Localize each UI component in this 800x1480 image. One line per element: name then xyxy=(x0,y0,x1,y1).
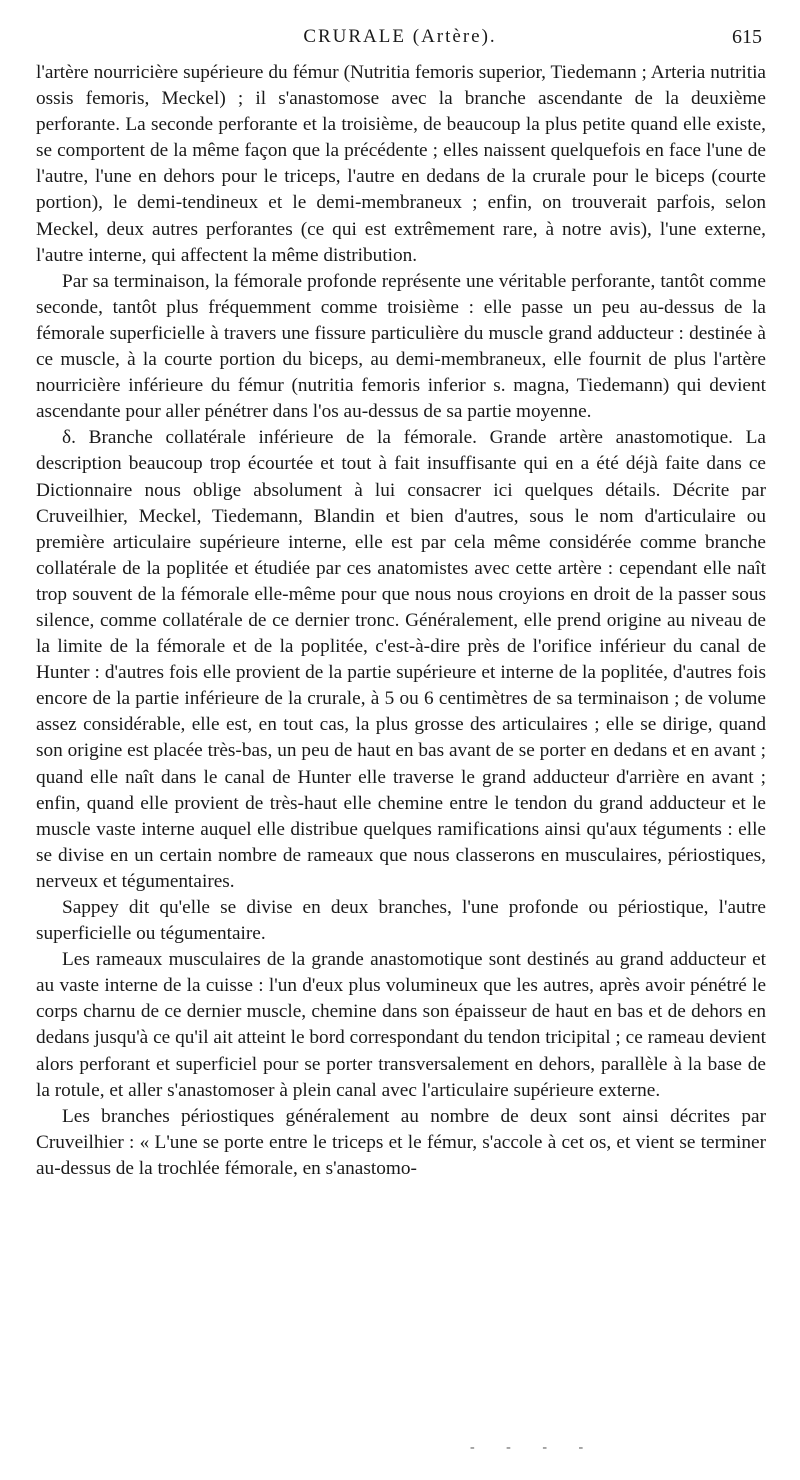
page-number: 615 xyxy=(732,26,762,48)
paragraph-6: Les branches périostiques généralement au nombre de deux sont ainsi décrites par Cruveilhier : « L'une se porte entre le triceps et le fémur, s'accole à cet os, et vient se terminer au-dessus de la trochlée fémorale, en s'anastomo- xyxy=(36,1105,766,1179)
paragraph-1: l'artère nourricière supérieure du fémur (Nutritia femoris superior, Tiedemann ; Arteria nutritia ossis femoris, Meckel) ; il s'anastomose avec la branche ascendante de la deuxième perforante. La seconde perforante et la troisième, de beaucoup la plus petite quand elle existe, se comportent de la même façon que la précédente ; elles naissent quelquefois en face l'une de l'autre, l'une en dehors pour le triceps, l'autre en dedans de la crurale pour le biceps (courte portion), le demi-tendineux et le demi-membraneux ; enfin, on trouverait parfois, selon Meckel, deux autres perforantes (ce qui est extrêmement rare, à notre avis), l'une externe, l'autre interne, qui affectent la même distribution. xyxy=(36,62,766,266)
paragraph-3: δ. Branche collatérale inférieure de la fémorale. Grande artère anastomotique. La description beaucoup trop écourtée et tout à fait insuffisante qui en a été déjà faite dans ce Dictionnaire nous oblige absolument à lui consacrer ici quelques détails. Décrite par Cruveilhier, Meckel, Tiedemann, Blandin et bien d'autres, sous le nom d'articulaire ou première articulaire supérieure interne, elle est par cela même considérée comme branche collatérale de la poplitée et étudiée par ces anatomistes avec cette artère : cependant elle naît trop souvent de la fémorale elle-même pour que nous nous croyions en droit de la passer sous silence, comme collatérale de ce dernier tronc. Généralement, elle prend origine au niveau de la limite de la fémorale et de la poplitée, c'est-à-dire près de l'orifice inférieur du canal de Hunter : d'autres fois elle provient de la partie supérieure et interne de la poplitée, d'autres fois encore de la partie inférieure de la crurale, à 5 ou 6 centimètres de sa terminaison ; de volume assez considérable, elle est, en tout cas, la plus grosse des articulaires ; elle se dirige, quand son origine est placée très-bas, un peu de haut en bas avant de se porter en dedans et en avant ; quand elle naît dans le canal de Hunter elle traverse le grand adducteur d'arrière en avant ; enfin, quand elle provient de très-haut elle chemine entre le tendon du grand adducteur et le muscle vaste interne auquel elle distribue quelques ramifications ainsi qu'aux téguments : elle se divise en un certain nombre de rameaux que nous classerons en musculaires, périostiques, nerveux et tégumentaires. xyxy=(36,427,766,892)
paragraph-4: Sappey dit qu'elle se divise en deux branches, l'une profonde ou périostique, l'autre superficielle ou tégumentaire. xyxy=(36,897,766,945)
page-header xyxy=(0,26,800,56)
paragraph-2: Par sa terminaison, la fémorale profonde représente une véritable perforante, tantôt comme seconde, tantôt plus fréquemment comme troisième : elle passe un peu au-dessus de la fémorale superficielle à travers une fissure particulière du muscle grand adducteur : destinée à ce muscle, à la courte portion du biceps, au demi-membraneux, elle fournit de plus l'artère nourricière inférieure du fémur (nutritia femoris inferior s. magna, Tiedemann) qui devient ascendante pour aller pénétrer dans l'os au-dessus de sa partie moyenne. xyxy=(36,270,766,423)
footer-marks: - - - - xyxy=(470,1440,598,1455)
paragraph-5: Les rameaux musculaires de la grande anastomotique sont destinés au grand adducteur et au vaste interne de la cuisse : l'un d'eux plus volumineux que les autres, après avoir pénétré le corps charnu de ce dernier muscle, chemine dans son épaisseur de haut en bas et de dehors en dedans jusqu'à ce qu'il ait atteint le bord correspondant du tendon tricipital ; ce rameau devient alors perforant et superficiel pour se porter transversalement en dehors, parallèle à la base de la rotule, et aller s'anastomoser à plein canal avec l'articulaire supérieure externe. xyxy=(36,949,766,1101)
running-title: CRURALE (Artère). xyxy=(303,26,497,47)
body-text xyxy=(36,60,766,1182)
